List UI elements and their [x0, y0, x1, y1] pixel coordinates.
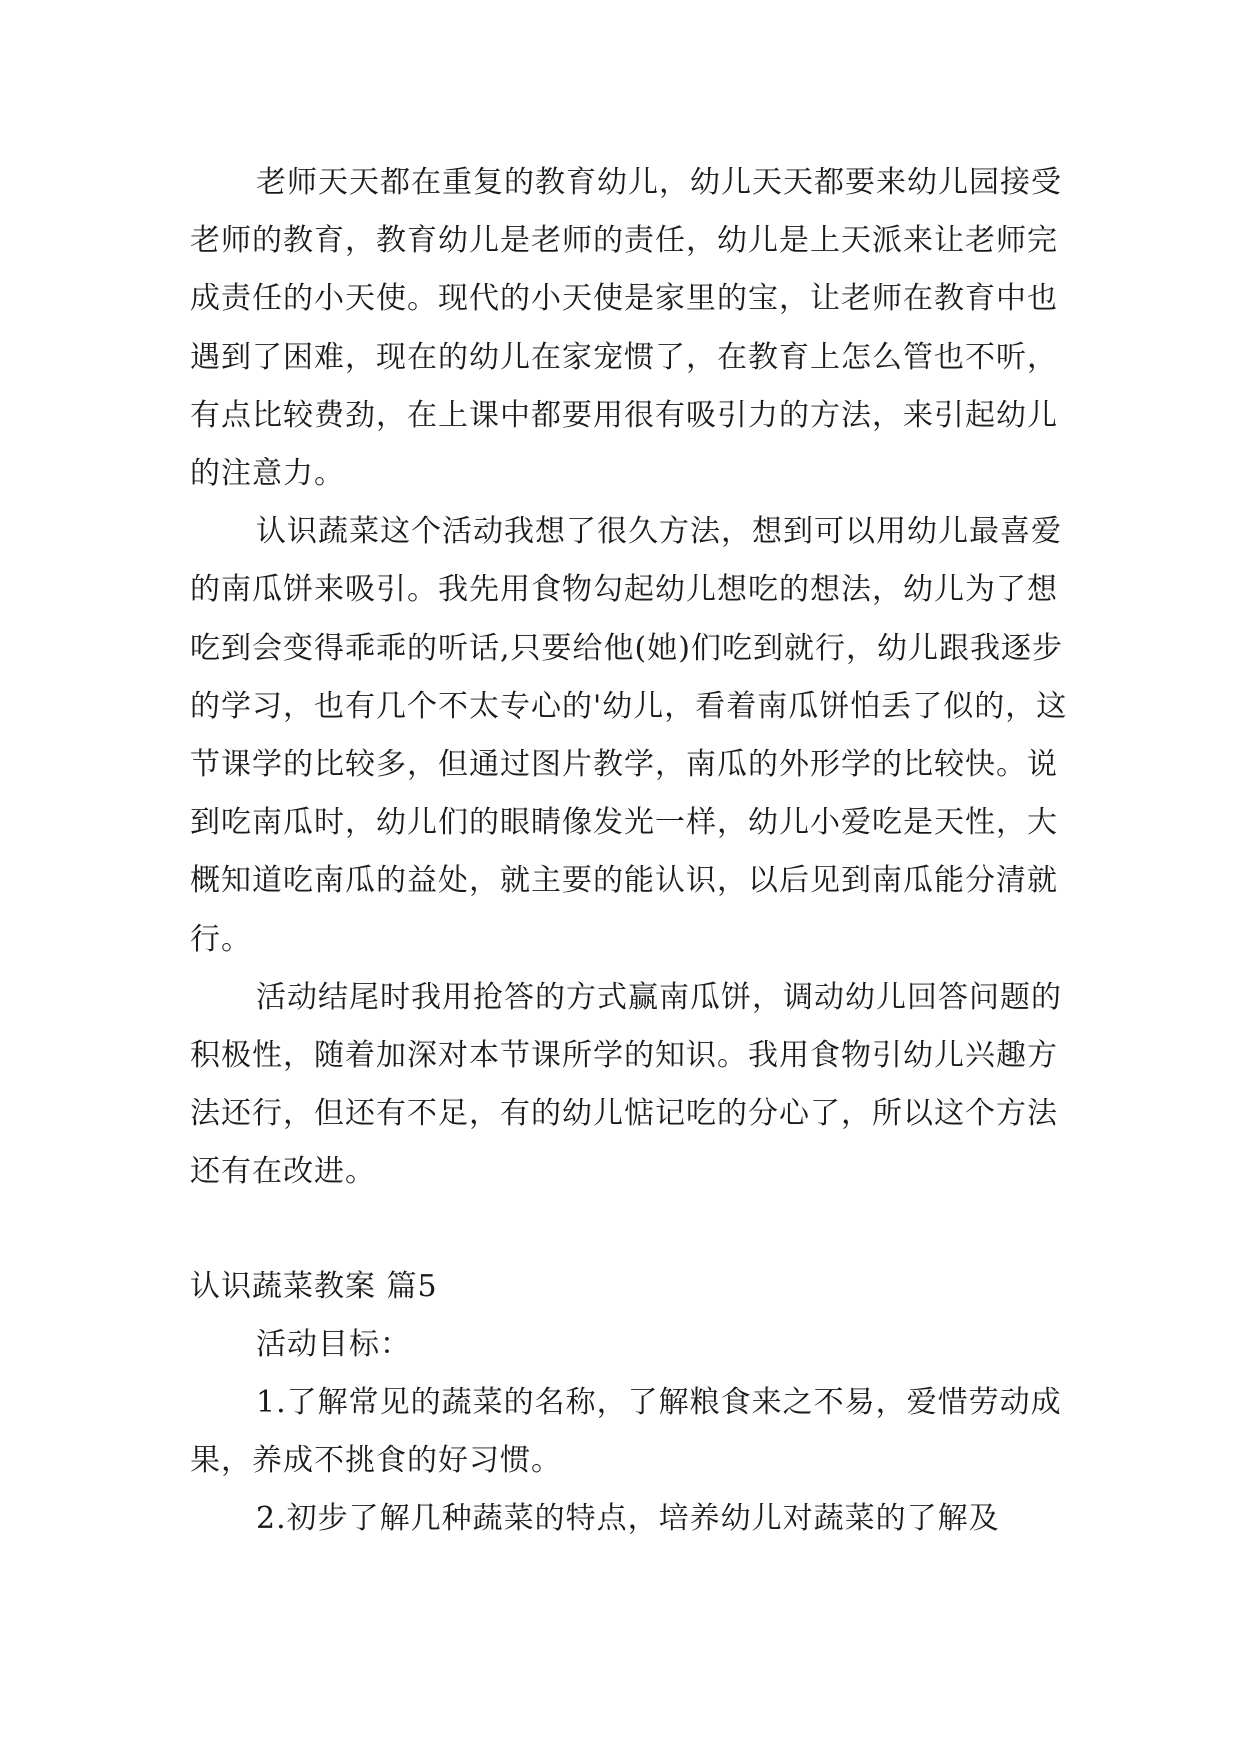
paragraph-reflection-1: 老师天天都在重复的教育幼儿，幼儿天天都要来幼儿园接受老师的教育，教育幼儿是老师的责任，幼儿是上天派来让老师完成责任的小天使。现代的小天使是家里的宝，让老师在教育中也遇到了困难，现在的幼儿在家宠惯了，在教育上怎么管也不听，有点比较费劲，在上课中都要用很有吸引力的方法，来引起幼儿的注意力。 [190, 165, 1062, 492]
paragraph-reflection-3: 活动结尾时我用抢答的方式赢南瓜饼，调动幼儿回答问题的积极性，随着加深对本节课所学的知识。我用食物引幼儿兴趣方法还行，但还有不足，有的幼儿惦记吃的分心了，所以这个方法还有在改进。 [190, 979, 1062, 1190]
section-heading: 认识蔬菜教案 篇5 [190, 1268, 438, 1304]
activity-goals-label: 活动目标： [256, 1326, 411, 1362]
goal-item-2: 2.初步了解几种蔬菜的特点，培养幼儿对蔬菜的了解及 [256, 1501, 1000, 1537]
goal-item-1: 1.了解常见的蔬菜的名称，了解粮食来之不易，爱惜劳动成果，养成不挑食的好习惯。 [190, 1385, 1062, 1479]
document-body [190, 154, 1070, 1549]
paragraph-reflection-2: 认识蔬菜这个活动我想了很久方法，想到可以用幼儿最喜爱的南瓜饼来吸引。我先用食物勾起幼儿想吃的想法，幼儿为了想吃到会变得乖乖的听话,只要给他(她)们吃到就行，幼儿跟我逐步的学习，也有几个不太专心的'幼儿，看着南瓜饼怕丢了似的，这节课学的比较多，但通过图片教学，南瓜的外形学的比较快。说到吃南瓜时，幼儿们的眼睛像发光一样，幼儿小爱吃是天性，大概知道吃南瓜的益处，就主要的能认识，以后见到南瓜能分清就行。 [190, 514, 1068, 957]
